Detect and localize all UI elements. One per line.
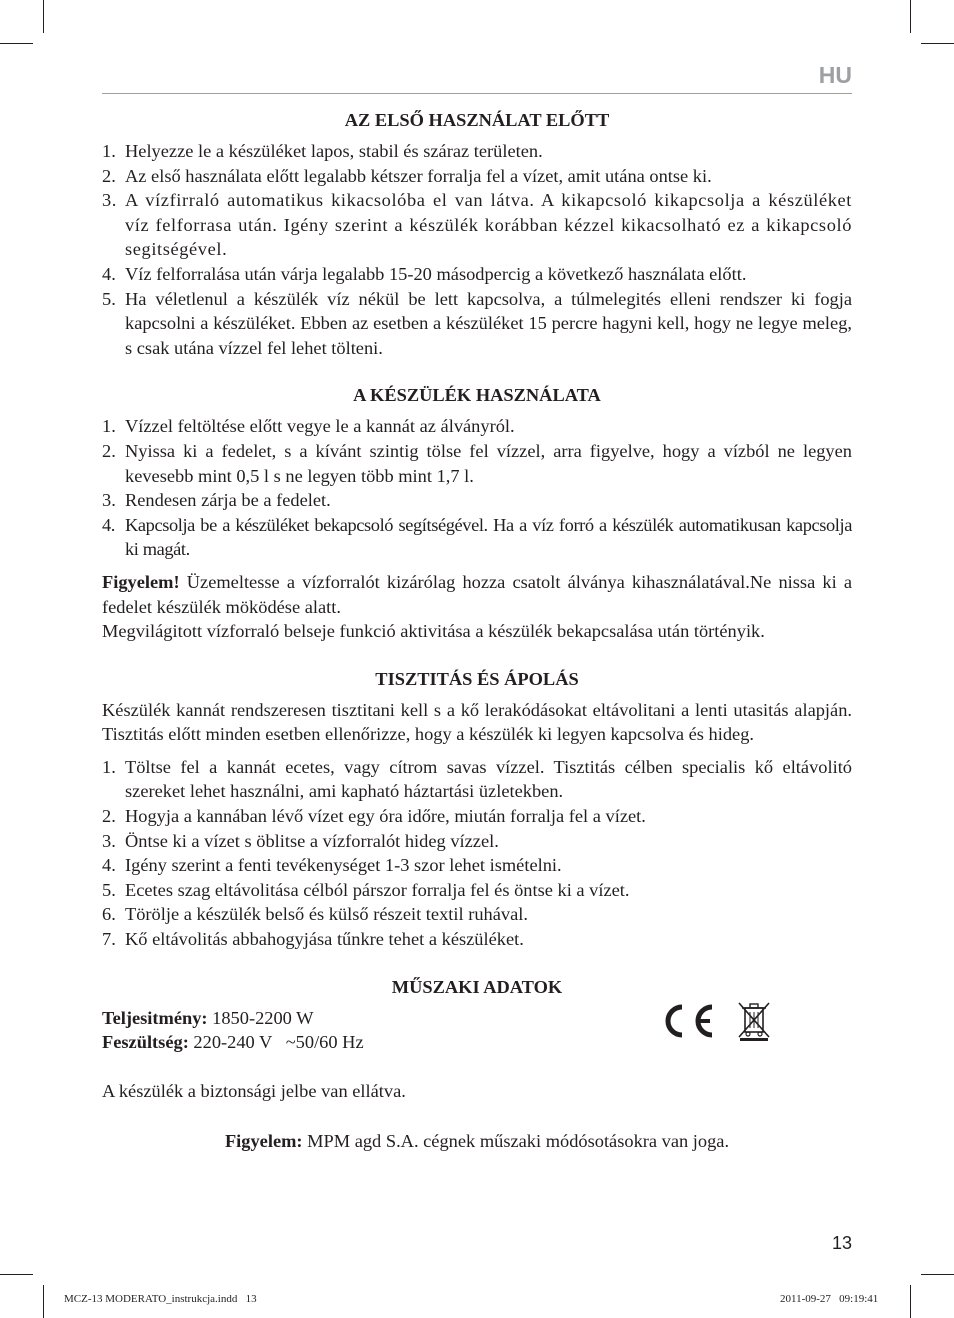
item-text: Töltse fel a kannát ecetes, vagy cítrom savas vízzel. Tisztitás célben specialis kő eltávolitó szereket lehet használni, ami kapható háztartási üzletekben. <box>125 756 852 802</box>
crop-mark <box>43 0 44 33</box>
final-notice-label: Figyelem: <box>224 1131 303 1152</box>
item-number: 1. <box>102 416 116 437</box>
item-number: 3. <box>102 830 116 851</box>
item-number: 4. <box>102 855 116 876</box>
footer-timestamp: 2011-09-27 09:19:41 <box>780 1293 879 1305</box>
list-item <box>102 902 852 927</box>
list-item <box>102 513 852 562</box>
item-text: A vízfirraló automatikus kikacsolóba el van látva. A kikapcsoló kikapcsolja a készüléket víz felforrasa után. Igény szerint a készülék korábban kézzel kikacsolható ez a kikapcsoló segitségével. <box>125 190 852 260</box>
list-item <box>102 262 852 287</box>
item-text: Öntse ki a vízet s öblitse a vízforralót hideg vízzel. <box>125 830 499 851</box>
list-item <box>102 755 852 804</box>
item-text: Ecetes szag eltávolitása célból párszor forralja fel és öntse ki a vízet. <box>125 879 630 900</box>
warning-text: Üzemeltesse a vízforralót kizárólag hozza csatolt álványa kihasználatával.Ne nissa ki a fedelet készülék möködése alatt. <box>102 571 852 617</box>
list-item <box>102 927 852 952</box>
crop-mark <box>921 1274 954 1275</box>
crop-mark <box>910 0 911 33</box>
warning-paragraph <box>102 570 852 619</box>
item-text: Kő eltávolitás abbahogyjása tűnkre tehet a készüléket. <box>125 929 524 950</box>
item-text: Az első használata előtt legalabb kétszer forralja fel a vízet, amit utána ontse ki. <box>125 165 712 186</box>
crop-mark <box>0 43 33 44</box>
light-note: Megvilágitott vízforraló belseje funkció aktivitása a készülék bekapcsalása után történyik. <box>102 621 765 642</box>
item-text: Helyezze le a készüléket lapos, stabil és száraz területen. <box>125 141 543 161</box>
crop-mark <box>921 43 954 44</box>
header-rule <box>102 93 852 94</box>
item-number: 2. <box>102 440 116 461</box>
item-text: Víz felforralása után várja legalabb 15-20 másodpercig a következő használata előtt. <box>125 263 747 284</box>
crop-mark <box>43 1285 44 1318</box>
voltage-label: Feszültség: <box>102 1032 189 1053</box>
cleaning-list <box>102 755 852 952</box>
list-item <box>102 488 852 513</box>
section-title-cleaning: TISZTITÁS ÉS ÁPOLÁS <box>375 668 579 689</box>
item-text: Igény szerint a fenti tevékenységet 1-3 szor lehet ismételni. <box>125 855 562 876</box>
item-text: Vízzel feltöltése előtt vegye le a kannát az álványról. <box>125 416 515 437</box>
spec-block <box>102 1006 852 1055</box>
voltage-value: 220-240 V ~50/60 Hz <box>188 1032 364 1053</box>
item-number: 3. <box>102 190 117 211</box>
list-item <box>102 804 852 829</box>
list-item <box>102 878 852 903</box>
footer-filename: MCZ-13 MODERATO_instrukcja.indd 13 <box>64 1293 257 1305</box>
item-text: Kapcsolja be a készüléket bekapcsoló segítségével. Ha a víz forró a készülék automatikusan kapcsolja ki magát. <box>125 514 852 560</box>
item-text: Nyissa ki a fedelet, s a kívánt szintig tölse fel vízzel, arra figyelve, hogy a vízból ne legyen kevesebb mint 0,5 l s ne legyen több mint 1,7 l. <box>125 440 852 486</box>
weee-bin-icon <box>736 1000 772 1042</box>
item-text: Hogyja a kannában lévő vízet egy óra időre, miután forralja fel a vízet. <box>125 806 646 827</box>
item-number: 4. <box>102 263 116 284</box>
language-code: HU <box>818 62 852 88</box>
final-notice-text: MPM agd S.A. cégnek műszaki módósotásokra van joga. <box>302 1131 730 1152</box>
certification-marks <box>658 1000 772 1042</box>
item-number: 5. <box>102 288 116 309</box>
power-value: 1850-2200 W <box>207 1007 314 1028</box>
warning-label: Figyelem! <box>102 571 180 592</box>
item-number: 1. <box>102 756 116 777</box>
item-number: 2. <box>102 806 116 827</box>
usage-list <box>102 414 852 562</box>
crop-mark <box>910 1285 911 1318</box>
crop-mark <box>0 1274 33 1275</box>
item-text: Ha véletlenul a készülék víz nékül be lett kapcsolva, a túlmelegités elleni rendszer ki fogja kapcsolni a készüléket. Ebben az esetben a készüléket 15 percre hagyni kell, hogy ne legye meleg, s csak utána vízzel fel lehet tölteni. <box>125 288 852 358</box>
list-item <box>102 188 852 262</box>
ce-mark-icon <box>658 1001 718 1041</box>
item-number: 3. <box>102 490 116 511</box>
list-item <box>102 287 852 361</box>
cleaning-intro: Készülék kannát rendszeresen tisztitani kell s a kő lerakódásokat eltávolitani a lenti utasitás alapján. Tisztitás előtt minden esetben ellenőrizze, hogy a készülék ki legyen kapcsolva és hideg. <box>102 699 852 745</box>
item-number: 2. <box>102 165 116 186</box>
item-number: 1. <box>102 141 116 161</box>
item-number: 7. <box>102 929 116 950</box>
list-item <box>102 164 852 189</box>
section-title-tech-data: MŰSZAKI ADATOK <box>391 976 563 997</box>
section-title-usage: A KÉSZÜLÉK HASZNÁLATA <box>353 385 601 406</box>
list-item <box>102 439 852 488</box>
item-number: 6. <box>102 904 116 925</box>
item-number: 5. <box>102 879 116 900</box>
list-item <box>102 829 852 854</box>
safety-mark-note: A készülék a biztonsági jelbe van ellátva. <box>102 1080 406 1101</box>
power-label: Teljesitmény: <box>102 1007 208 1028</box>
item-text: Törölje a készülék belső és külső részeit textil ruhával. <box>125 904 528 925</box>
list-item <box>102 139 852 164</box>
item-text: Rendesen zárja be a fedelet. <box>125 490 331 511</box>
section-title-first-use: AZ ELSŐ HASZNÁLAT ELŐTT <box>344 110 610 130</box>
list-item <box>102 414 852 439</box>
final-notice <box>102 1129 852 1154</box>
item-number: 4. <box>102 514 115 535</box>
page-number: 13 <box>831 1233 852 1253</box>
page-content <box>102 107 852 1154</box>
list-item <box>102 853 852 878</box>
first-use-list <box>102 139 852 360</box>
